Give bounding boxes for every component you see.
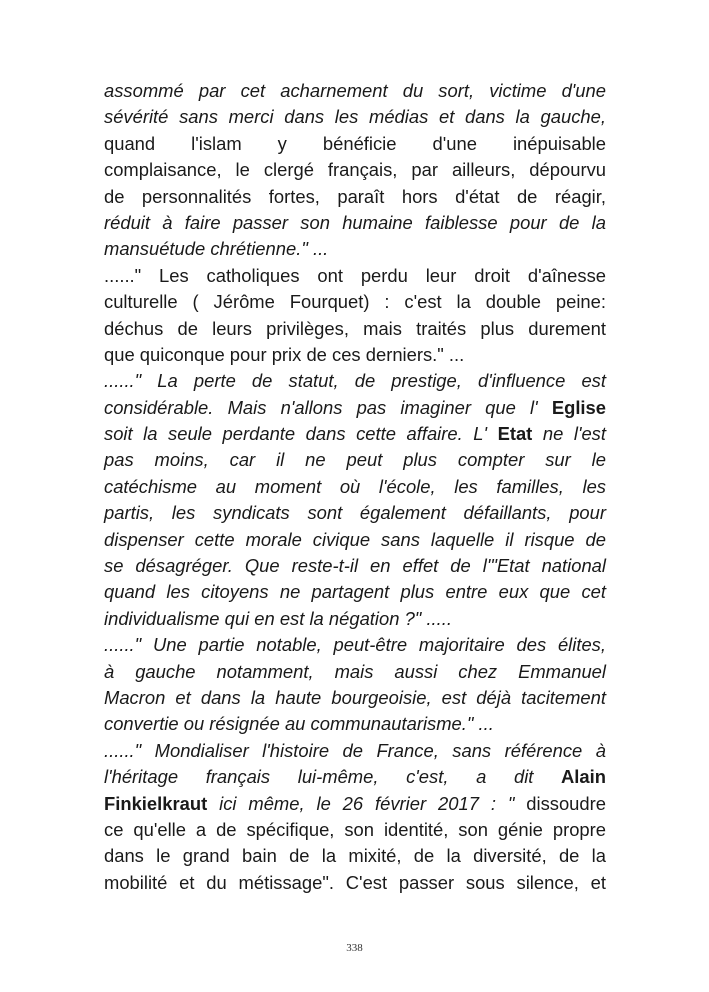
text-segment: sévérité sans merci dans les médias et dans la gauche,: [104, 106, 606, 128]
text-segment: ......" Une partie notable, peut-être majoritaire des élites,: [104, 634, 606, 656]
text-segment: ne l'est: [532, 423, 606, 445]
text-segment: Finkielkraut: [104, 792, 208, 814]
text-line: [104, 527, 606, 553]
text-segment: Etat: [497, 423, 533, 445]
text-line: [104, 791, 606, 817]
text-line: [104, 236, 606, 262]
text-segment: dispenser cette morale civique sans laquelle il risque de: [104, 528, 606, 550]
text-line: [104, 421, 606, 447]
text-segment: convertie ou résignée au communautarisme." ...: [104, 713, 494, 735]
text-segment: culturelle ( Jérôme Fourquet) : c'est la double peine:: [104, 291, 606, 313]
text-segment: se désagréger. Que reste-t-il en effet de l'"Etat national: [104, 555, 606, 577]
text-segment: mobilité et du métissage". C'est passer sous silence, et: [104, 871, 606, 893]
text-segment: quand l'islam y bénéficie d'une inépuisable: [104, 132, 606, 154]
text-segment: dans le grand bain de la mixité, de la diversité, de la: [104, 845, 606, 867]
text-line: [104, 131, 606, 157]
text-line: [104, 447, 606, 473]
text-line: [104, 263, 606, 289]
text-line: [104, 553, 606, 579]
text-segment: de personnalités fortes, paraît hors d'état de réagir,: [104, 185, 606, 207]
text-segment: l'héritage français lui-même, c'est, a dit: [104, 766, 562, 788]
text-segment: à gauche notamment, mais aussi chez Emmanuel: [104, 660, 606, 682]
text-segment: Macron et dans la haute bourgeoisie, est déjà tacitement: [104, 686, 606, 708]
page-number: 338: [346, 942, 363, 954]
text-line: [104, 579, 606, 605]
text-segment: assommé par cet acharnement du sort, victime d'une: [104, 80, 606, 101]
text-line: [104, 289, 606, 315]
text-line: [104, 474, 606, 500]
text-segment: ......" La perte de statut, de prestige, d'influence est: [104, 370, 606, 392]
text-line: [104, 104, 606, 130]
text-segment: partis, les syndicats sont également défaillants, pour: [104, 502, 606, 524]
text-line: [104, 711, 606, 737]
text-line: [104, 659, 606, 685]
text-line: [104, 157, 606, 183]
text-segment: individualisme qui en est la négation ?" .....: [104, 607, 452, 629]
text-line: [104, 843, 606, 869]
text-line: [104, 764, 606, 790]
text-line: [104, 342, 606, 368]
text-segment: déchus de leurs privilèges, mais traités plus durement: [104, 317, 606, 339]
text-line: [104, 395, 606, 421]
page-body-text: [104, 78, 606, 896]
text-segment: ici même, le 26 février 2017 : ": [207, 792, 515, 814]
text-segment: ce qu'elle a de spécifique, son identité, son génie propre: [104, 818, 606, 840]
text-line: [104, 685, 606, 711]
text-segment: dissoudre: [514, 792, 606, 814]
text-line: [104, 500, 606, 526]
text-line: [104, 606, 606, 632]
text-segment: que quiconque pour prix de ces derniers." ...: [104, 343, 465, 365]
text-segment: pas moins, car il ne peut plus compter sur le: [104, 449, 606, 471]
text-segment: catéchisme au moment où l'école, les familles, les: [104, 475, 606, 497]
text-line: [104, 184, 606, 210]
text-line: [104, 368, 606, 394]
text-line: [104, 210, 606, 236]
text-segment: considérable. Mais n'allons pas imaginer que l': [104, 396, 552, 418]
text-segment: complaisance, le clergé français, par ailleurs, dépourvu: [104, 159, 606, 181]
text-segment: Alain: [561, 766, 606, 788]
text-segment: Eglise: [551, 396, 606, 418]
text-segment: réduit à faire passer son humaine faiblesse pour de la: [104, 211, 606, 233]
text-line: [104, 316, 606, 342]
text-segment: mansuétude chrétienne." ...: [104, 238, 329, 260]
text-segment: ......" Mondialiser l'histoire de France, sans référence à: [104, 739, 606, 761]
text-line: [104, 738, 606, 764]
text-line: [104, 817, 606, 843]
text-line: [104, 870, 606, 896]
text-line: [104, 632, 606, 658]
text-line: [104, 78, 606, 104]
text-segment: quand les citoyens ne partagent plus entre eux que cet: [104, 581, 606, 603]
text-segment: ......" Les catholiques ont perdu leur droit d'aînesse: [104, 264, 606, 286]
text-segment: soit la seule perdante dans cette affaire. L': [104, 423, 498, 445]
